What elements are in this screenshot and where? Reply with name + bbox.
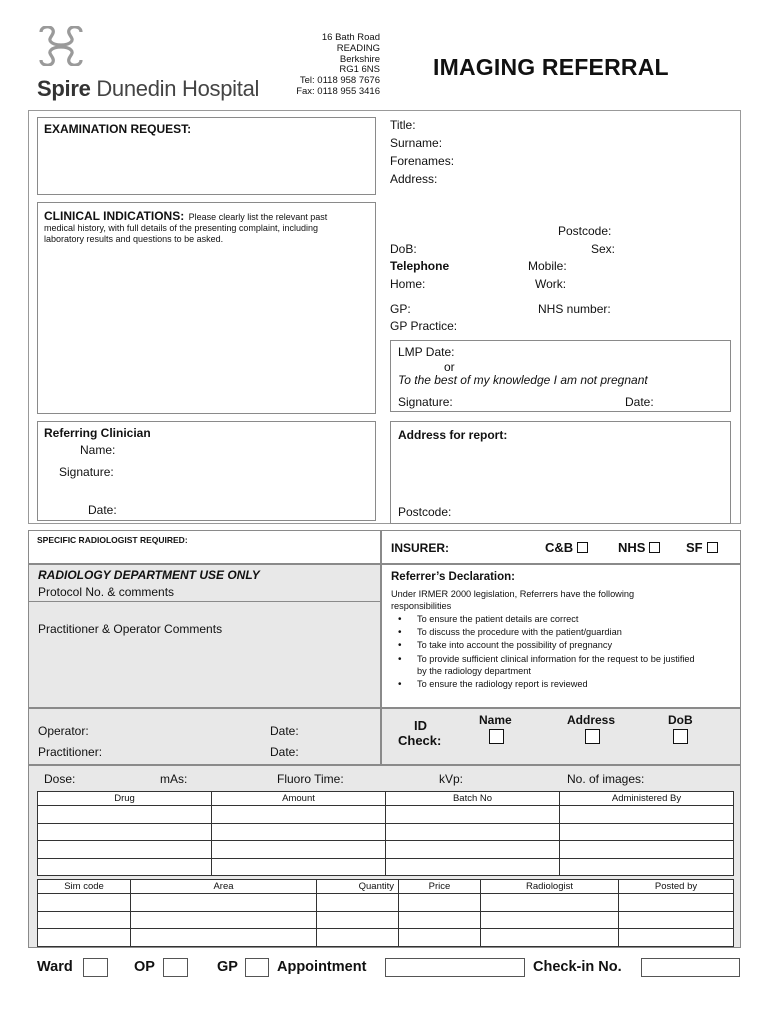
declaration-title: Referrer’s Declaration: bbox=[391, 571, 515, 583]
not-pregnant-statement: To the best of my knowledge I am not pregnant bbox=[398, 373, 648, 387]
cb-checkbox-icon[interactable] bbox=[577, 542, 588, 553]
patient-address-label[interactable]: Address: bbox=[390, 172, 438, 186]
table-row bbox=[38, 841, 734, 859]
insurer-box bbox=[381, 530, 741, 564]
lmp-signature-label[interactable]: Signature: bbox=[398, 395, 453, 409]
table-cell[interactable] bbox=[131, 929, 317, 947]
table-cell[interactable] bbox=[386, 823, 560, 841]
table-cell[interactable] bbox=[560, 806, 734, 824]
insurer-option-nhs[interactable]: NHS bbox=[618, 540, 660, 555]
table-cell[interactable] bbox=[317, 911, 399, 929]
table-row bbox=[38, 929, 734, 947]
table-row bbox=[38, 858, 734, 876]
table-cell[interactable] bbox=[560, 823, 734, 841]
table-cell[interactable] bbox=[38, 806, 212, 824]
table-row bbox=[38, 823, 734, 841]
check-label: Check: bbox=[398, 733, 442, 748]
appointment-field[interactable] bbox=[385, 958, 525, 977]
table-cell[interactable] bbox=[212, 841, 386, 859]
report-postcode-label: Postcode: bbox=[398, 505, 452, 519]
id-address-checkbox[interactable] bbox=[585, 729, 600, 744]
checkin-field[interactable] bbox=[641, 958, 740, 977]
declaration-intro: Under IRMER 2000 legislation, Referrers have the following bbox=[391, 589, 635, 599]
logo-name: Dunedin Hospital bbox=[96, 76, 260, 101]
id-dob-label: DoB bbox=[668, 713, 693, 727]
radiologist-box[interactable] bbox=[28, 530, 381, 564]
table-cell[interactable] bbox=[131, 894, 317, 912]
op-checkbox[interactable] bbox=[163, 958, 188, 977]
address-line: Berkshire bbox=[339, 53, 380, 65]
table-cell[interactable] bbox=[131, 911, 317, 929]
kvp-label[interactable]: kVp: bbox=[439, 772, 464, 786]
table-cell[interactable] bbox=[481, 911, 619, 929]
patient-mobile-label[interactable]: Mobile: bbox=[528, 259, 567, 273]
hospital-logo bbox=[37, 26, 277, 102]
posted-by-header: Posted by bbox=[619, 880, 734, 894]
table-cell[interactable] bbox=[38, 911, 131, 929]
table-cell[interactable] bbox=[38, 823, 212, 841]
clinician-signature-label: Signature: bbox=[59, 465, 114, 479]
op-label: OP bbox=[134, 959, 155, 975]
table-cell[interactable] bbox=[399, 894, 481, 912]
practitioner-label[interactable]: Practitioner: bbox=[38, 745, 103, 759]
specific-radiologist-label: SPECIFIC RADIOLOGIST REQUIRED: bbox=[37, 535, 188, 545]
nhs-checkbox-icon[interactable] bbox=[649, 542, 660, 553]
clinical-indications-title: CLINICAL INDICATIONS: bbox=[44, 209, 185, 223]
operator-box bbox=[28, 708, 381, 765]
clinician-date-label: Date: bbox=[88, 503, 117, 517]
quantity-header: Quantity bbox=[317, 880, 399, 894]
patient-sex-label[interactable]: Sex: bbox=[591, 242, 616, 256]
patient-nhs-number-label[interactable]: NHS number: bbox=[538, 302, 611, 316]
patient-dob-label[interactable]: DoB: bbox=[390, 242, 417, 256]
id-name-checkbox[interactable] bbox=[489, 729, 504, 744]
table-cell[interactable] bbox=[386, 841, 560, 859]
table-cell[interactable] bbox=[619, 894, 734, 912]
insurer-label: INSURER: bbox=[391, 541, 450, 555]
batch-no-header: Batch No bbox=[386, 792, 560, 806]
address-line: 16 Bath Road bbox=[321, 32, 380, 43]
patient-forenames-label[interactable]: Forenames: bbox=[390, 154, 455, 168]
ward-label: Ward bbox=[37, 959, 73, 975]
patient-gp-practice-label[interactable]: GP Practice: bbox=[390, 319, 458, 333]
table-cell[interactable] bbox=[212, 806, 386, 824]
address-line: Fax: 0118 955 3416 bbox=[296, 85, 380, 97]
practitioner-comments-label[interactable]: Practitioner & Operator Comments bbox=[38, 622, 223, 636]
ward-checkbox[interactable] bbox=[83, 958, 108, 977]
id-address-label: Address bbox=[567, 713, 616, 727]
table-cell[interactable] bbox=[38, 841, 212, 859]
table-row bbox=[38, 894, 734, 912]
examination-request-label: EXAMINATION REQUEST: bbox=[44, 122, 192, 136]
table-cell[interactable] bbox=[386, 858, 560, 876]
drug-table bbox=[37, 791, 734, 876]
patient-work-label[interactable]: Work: bbox=[535, 277, 567, 291]
examination-request-box[interactable] bbox=[37, 117, 376, 195]
lmp-date-label[interactable]: LMP Date: bbox=[398, 345, 455, 359]
address-line: Tel: 0118 958 7676 bbox=[299, 75, 380, 87]
operator-label[interactable]: Operator: bbox=[38, 724, 89, 738]
table-cell[interactable] bbox=[386, 806, 560, 824]
sf-checkbox-icon[interactable] bbox=[707, 542, 718, 553]
spire-logo-icon bbox=[37, 26, 85, 66]
table-row bbox=[38, 911, 734, 929]
operator-date-label[interactable]: Date: bbox=[270, 724, 299, 738]
insurer-option-cb[interactable]: C&B bbox=[545, 540, 588, 555]
responsibility-item-cont: by the radiology department bbox=[417, 665, 531, 676]
radiology-dept-title: RADIOLOGY DEPARTMENT USE ONLY bbox=[38, 568, 260, 582]
responsibility-item: • To discuss the procedure with the patient/guardian bbox=[390, 626, 695, 639]
table-cell[interactable] bbox=[38, 929, 131, 947]
practitioner-date-label[interactable]: Date: bbox=[270, 745, 299, 759]
table-cell[interactable] bbox=[317, 929, 399, 947]
table-cell[interactable] bbox=[619, 911, 734, 929]
area-header: Area bbox=[131, 880, 317, 894]
declaration-intro: responsibilities bbox=[391, 601, 452, 611]
fluoro-time-label[interactable]: Fluoro Time: bbox=[277, 772, 344, 786]
patient-title-label[interactable]: Title: bbox=[390, 118, 416, 132]
clinical-indications-box[interactable] bbox=[37, 202, 376, 414]
clinical-indications-text: medical history, with full details of the presenting complaint, including bbox=[44, 223, 318, 233]
patient-telephone-label: Telephone bbox=[390, 259, 450, 273]
number-of-images-label[interactable]: No. of images: bbox=[567, 772, 645, 786]
patient-surname-label[interactable]: Surname: bbox=[390, 136, 443, 150]
responsibility-item: • To ensure the radiology report is reviewed bbox=[390, 678, 695, 691]
table-cell[interactable] bbox=[399, 929, 481, 947]
id-name-label: Name bbox=[479, 713, 512, 727]
clinician-name-label: Name: bbox=[80, 443, 116, 457]
table-cell[interactable] bbox=[399, 911, 481, 929]
table-cell[interactable] bbox=[212, 823, 386, 841]
patient-gp-label[interactable]: GP: bbox=[390, 302, 411, 316]
address-line: RG1 6NS bbox=[339, 64, 380, 76]
lmp-date-signed-label[interactable]: Date: bbox=[625, 395, 654, 409]
address-line: READING bbox=[336, 42, 380, 54]
logo-brand: Spire bbox=[37, 76, 91, 101]
insurer-option-sf[interactable]: SF bbox=[686, 540, 718, 555]
radiologist-header: Radiologist bbox=[481, 880, 619, 894]
clinical-indications-text: Please clearly list the relevant past bbox=[188, 212, 328, 222]
report-address-box[interactable] bbox=[390, 421, 731, 524]
mas-label[interactable]: mAs: bbox=[160, 772, 188, 786]
radiology-dept-box bbox=[28, 564, 381, 708]
checkin-label: Check-in No. bbox=[533, 959, 622, 975]
responsibility-item: • To ensure the patient details are correct bbox=[390, 613, 695, 626]
report-address-label: Address for report: bbox=[398, 428, 508, 442]
lmp-box bbox=[390, 340, 731, 412]
lmp-or-label: or bbox=[444, 360, 455, 374]
patient-postcode-label[interactable]: Postcode: bbox=[558, 224, 612, 238]
appointment-label: Appointment bbox=[277, 959, 367, 975]
referring-clinician-box bbox=[37, 421, 376, 521]
sim-code-header: Sim code bbox=[38, 880, 131, 894]
gp-checkbox[interactable] bbox=[245, 958, 269, 977]
responsibility-list bbox=[390, 613, 695, 691]
drug-header: Drug bbox=[38, 792, 212, 806]
sim-code-table bbox=[37, 879, 734, 947]
table-cell[interactable] bbox=[481, 929, 619, 947]
table-cell[interactable] bbox=[38, 894, 131, 912]
price-header: Price bbox=[399, 880, 481, 894]
responsibility-item: • To provide sufficient clinical information for the request to be justified bbox=[390, 653, 695, 666]
protocol-comments-label[interactable]: Protocol No. & comments bbox=[38, 585, 175, 599]
id-label: ID bbox=[414, 718, 427, 733]
referrer-declaration-box bbox=[381, 564, 741, 708]
table-cell[interactable] bbox=[560, 858, 734, 876]
dose-label[interactable]: Dose: bbox=[44, 772, 76, 786]
referring-clinician-label: Referring Clinician bbox=[44, 426, 151, 440]
administered-by-header: Administered By bbox=[560, 792, 734, 806]
table-cell[interactable] bbox=[317, 894, 399, 912]
responsibility-item: • To take into account the possibility of pregnancy bbox=[390, 639, 695, 652]
table-row bbox=[38, 806, 734, 824]
form-title: IMAGING REFERRAL bbox=[433, 54, 669, 80]
table-cell[interactable] bbox=[481, 894, 619, 912]
table-cell[interactable] bbox=[619, 929, 734, 947]
table-cell[interactable] bbox=[38, 858, 212, 876]
table-cell[interactable] bbox=[212, 858, 386, 876]
patient-home-label[interactable]: Home: bbox=[390, 277, 426, 291]
table-cell[interactable] bbox=[560, 841, 734, 859]
clinical-indications-text: laboratory results and questions to be asked. bbox=[44, 234, 224, 244]
hospital-address bbox=[270, 33, 380, 98]
id-dob-checkbox[interactable] bbox=[673, 729, 688, 744]
amount-header: Amount bbox=[212, 792, 386, 806]
id-check-box bbox=[381, 708, 741, 765]
gp-label: GP bbox=[217, 959, 238, 975]
